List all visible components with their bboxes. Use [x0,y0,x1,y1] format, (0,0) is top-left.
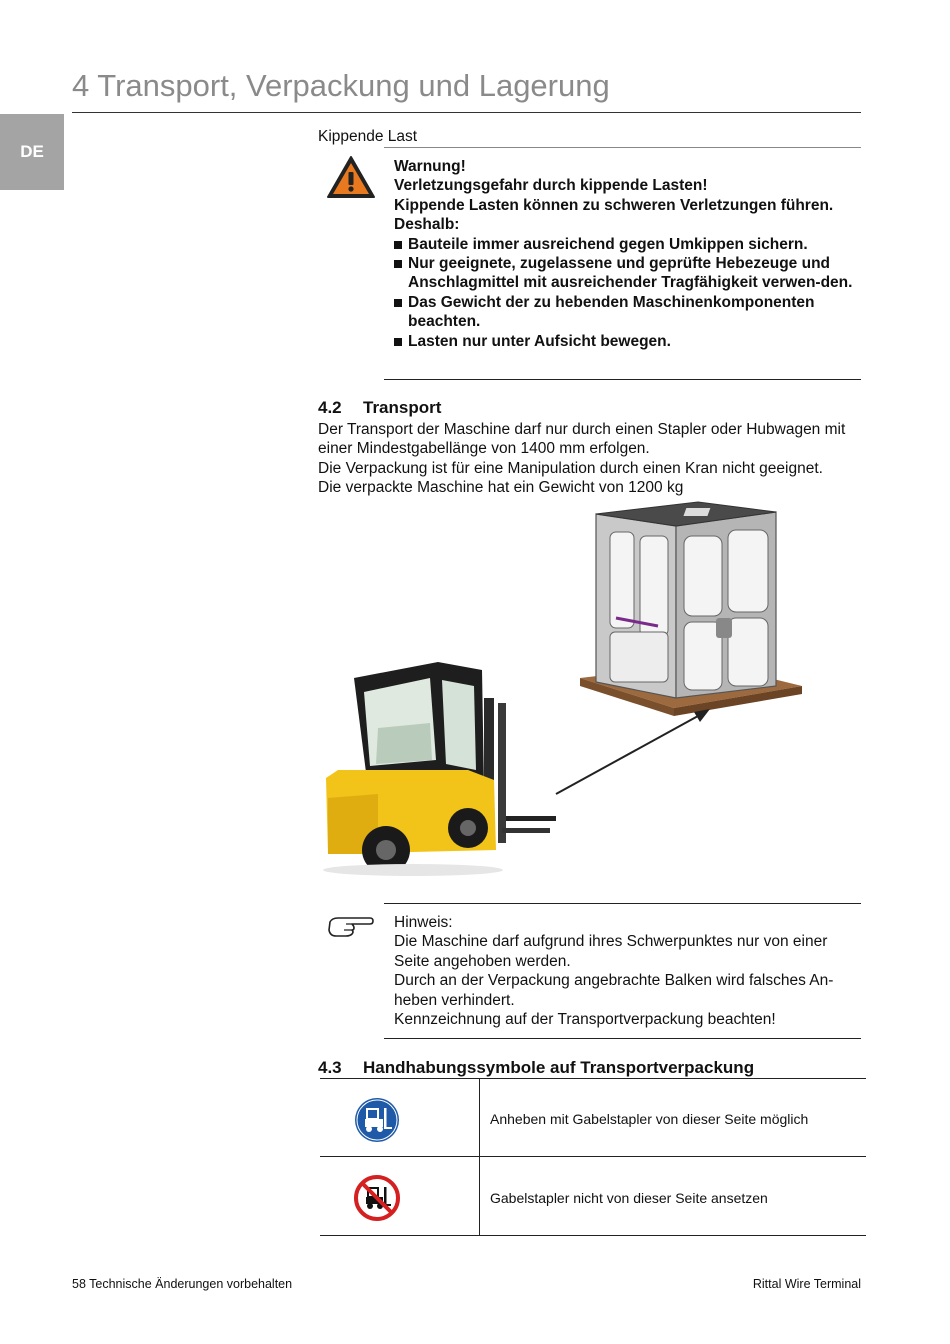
warning-bullet: Nur geeignete, zugelassene und geprüfte Hebezeuge und Anschlagmittel mit ausreichender Tragfähigkeit verwen-den. [394,254,864,293]
section-heading-transport [318,398,441,418]
warning-line: Verletzungsgefahr durch kippende Lasten! [394,177,708,195]
note-line: Die Maschine darf aufgrund ihres Schwerpunktes nur von einer Seite angehoben werden. [394,933,828,970]
table-rule [320,1235,866,1236]
note-line: Kennzeichnung auf der Transportverpackung beachten! [394,1011,776,1029]
forklift-image [323,662,556,876]
note-label: Hinweis: [394,914,453,931]
warning-heading: Kippende Last [318,128,418,145]
note-line: Durch an der Verpackung angebrachte Balken wird falsches An-heben verhindert. [394,972,834,1009]
warning-line: Kippende Lasten können zu schweren Verletzungen führen. [394,196,834,214]
footer-right: Rittal Wire Terminal [752,1277,861,1291]
transport-illustration [318,498,808,883]
table-row [320,1078,866,1156]
section-title: Handhabungssymbole auf Transportverpackung [363,1058,755,1077]
pointing-hand-icon [326,912,376,938]
warning-line: Deshalb: [394,216,460,234]
symbol-description: Anheben mit Gabelstapler von dieser Seite möglich [490,1111,809,1127]
chapter-title: 4 Transport, Verpackung und Lagerung [72,68,610,103]
transport-paragraph: Die Verpackung ist für eine Manipulation durch einen Kran nicht geeignet. [318,459,823,477]
forklift-allowed-icon [354,1097,400,1143]
packed-machine-image [580,502,802,716]
section-heading-symbols [318,1058,754,1078]
section-title: Transport [363,398,442,417]
warning-bullet: Bauteile immer ausreichend gegen Umkippen sichern. [394,235,864,254]
warning-bullet: Das Gewicht der zu hebenden Maschinenkomponenten beachten. [394,293,864,332]
symbol-description: Gabelstapler nicht von dieser Seite ansetzen [490,1190,768,1206]
note-bottom-rule [384,1038,861,1039]
warning-title: Warnung! [394,158,466,175]
warning-top-rule [384,147,861,148]
arrow-icon [556,709,710,794]
warning-list [394,235,864,351]
language-tab: DE [0,114,64,190]
symbols-table [320,1078,866,1236]
transport-text [318,420,858,498]
footer-left: 58 Technische Änderungen vorbehalten [72,1277,293,1291]
transport-paragraph: Die verpackte Maschine hat ein Gewicht von 1200 kg [318,479,684,497]
table-row [320,1157,866,1235]
chapter-divider [72,112,861,113]
warning-bottom-rule [384,379,861,380]
warning-bullet: Lasten nur unter Aufsicht bewegen. [394,332,864,351]
section-number: 4.3 [318,1058,342,1077]
forklift-prohibited-icon [354,1175,400,1221]
transport-paragraph: Der Transport der Maschine darf nur durch einen Stapler oder Hubwagen mit einer Mindestgabellänge von 1400 mm erfolgen. [318,421,846,458]
warning-box [394,157,864,351]
section-number: 4.2 [318,398,342,417]
note-top-rule [384,903,861,904]
warning-triangle-icon [326,155,376,199]
note-box [394,913,864,1029]
